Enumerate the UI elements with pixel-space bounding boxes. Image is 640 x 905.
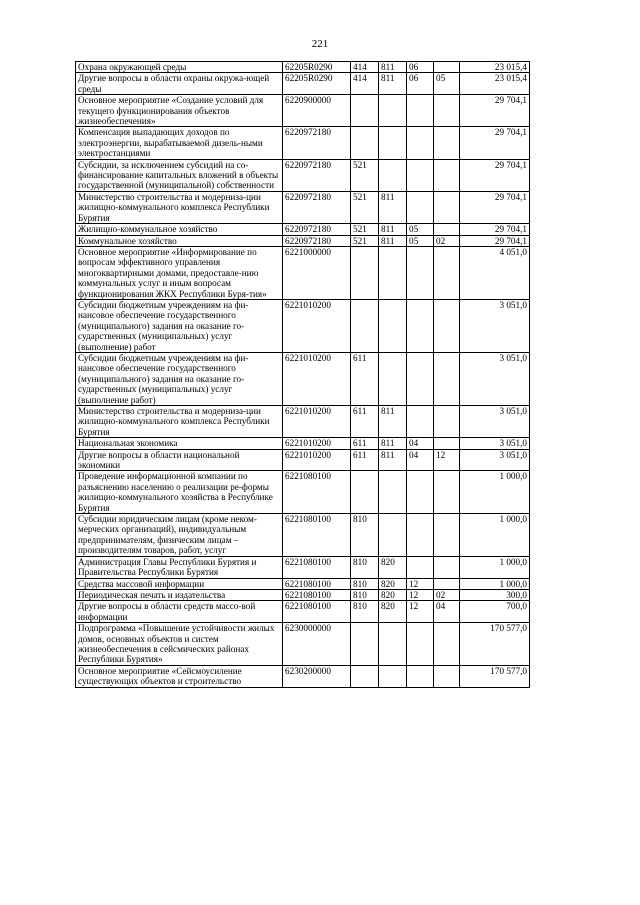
subsection-code-cell <box>434 514 460 557</box>
expense-type-code-cell <box>351 95 379 127</box>
section-code-cell <box>407 127 434 159</box>
row-name-cell: Компенсация выпадающих доходов по электроэнергии, вырабатываемой дизель-ными электростанциями <box>76 127 283 159</box>
subsection-code-cell <box>434 95 460 127</box>
row-name-cell: Другие вопросы в области средств массо-вой информации <box>76 601 283 623</box>
expense-type-code-cell: 611 <box>351 438 379 449</box>
table-row <box>76 62 530 73</box>
subsection-code-cell <box>434 471 460 514</box>
expense-type-code-cell <box>351 623 379 666</box>
table-row <box>76 406 530 438</box>
expense-type-code-cell: 611 <box>351 449 379 471</box>
target-article-code-cell: 6221010200 <box>283 406 351 438</box>
row-name-cell: Субсидии бюджетным учреждениям на фи-нансовое обеспечение государственного (муниципального) задания на оказание го-сударственных (муниципальных) услуг (выполнение работ) <box>76 352 283 405</box>
expense-type-code-cell: 414 <box>351 62 379 73</box>
amount-cell: 3 051,0 <box>460 352 530 405</box>
expense-type-code-cell: 810 <box>351 556 379 578</box>
amount-cell: 170 577,0 <box>460 623 530 666</box>
table-row <box>76 299 530 352</box>
target-article-code-cell: 6220972180 <box>283 191 351 223</box>
subsection-code-cell <box>434 246 460 299</box>
row-name-cell: Подпрограмма «Повышение устойчивости жилых домов, основных объектов и систем жизнеобеспечения в сейсмических районах Республики Бурятия» <box>76 623 283 666</box>
subsection-code-cell <box>434 299 460 352</box>
ministry-code-cell <box>379 95 407 127</box>
amount-cell: 1 000,0 <box>460 578 530 589</box>
ministry-code-cell: 811 <box>379 73 407 95</box>
subsection-code-cell <box>434 159 460 191</box>
amount-cell: 170 577,0 <box>460 665 530 687</box>
section-code-cell <box>407 514 434 557</box>
target-article-code-cell: 6221000000 <box>283 246 351 299</box>
row-name-cell: Охрана окружающей среды <box>76 62 283 73</box>
ministry-code-cell: 820 <box>379 556 407 578</box>
row-name-cell: Другие вопросы в области охраны окружа-ющей среды <box>76 73 283 95</box>
amount-cell: 29 704,1 <box>460 191 530 223</box>
ministry-code-cell: 811 <box>379 224 407 235</box>
subsection-code-cell <box>434 62 460 73</box>
ministry-code-cell <box>379 623 407 666</box>
ministry-code-cell: 811 <box>379 191 407 223</box>
table-row <box>76 471 530 514</box>
row-name-cell: Основное мероприятие «Создание условий для текущего функционирования объектов жизнеобеспечения» <box>76 95 283 127</box>
expense-type-code-cell <box>351 665 379 687</box>
expense-type-code-cell: 810 <box>351 601 379 623</box>
row-name-cell: Проведение информационной компании по разъяснению населению о реализации ре-формы жилищно-коммунального хозяйства в Республике Бурятия <box>76 471 283 514</box>
ministry-code-cell <box>379 352 407 405</box>
page-number: 221 <box>311 38 329 50</box>
section-code-cell: 12 <box>407 578 434 589</box>
target-article-code-cell: 6221080100 <box>283 514 351 557</box>
ministry-code-cell <box>379 665 407 687</box>
amount-cell: 3 051,0 <box>460 438 530 449</box>
target-article-code-cell: 6221010200 <box>283 352 351 405</box>
subsection-code-cell <box>434 191 460 223</box>
row-name-cell: Средства массовой информации <box>76 578 283 589</box>
target-article-code-cell: 6221080100 <box>283 578 351 589</box>
amount-cell: 3 051,0 <box>460 449 530 471</box>
section-code-cell: 04 <box>407 449 434 471</box>
expense-type-code-cell: 810 <box>351 589 379 600</box>
section-code-cell <box>407 95 434 127</box>
table-row <box>76 556 530 578</box>
table-row <box>76 514 530 557</box>
section-code-cell: 06 <box>407 62 434 73</box>
target-article-code-cell: 6230000000 <box>283 623 351 666</box>
amount-cell: 1 000,0 <box>460 471 530 514</box>
subsection-code-cell <box>434 578 460 589</box>
target-article-code-cell: 6220972180 <box>283 224 351 235</box>
section-code-cell <box>407 556 434 578</box>
amount-cell: 29 704,1 <box>460 127 530 159</box>
ministry-code-cell <box>379 127 407 159</box>
row-name-cell: Жилищно-коммунальное хозяйство <box>76 224 283 235</box>
amount-cell: 29 704,1 <box>460 95 530 127</box>
section-code-cell: 06 <box>407 73 434 95</box>
expense-type-code-cell: 810 <box>351 514 379 557</box>
target-article-code-cell: 6220972180 <box>283 235 351 246</box>
row-name-cell: Основное мероприятие «Сейсмоусиление существующих объектов и строительство <box>76 665 283 687</box>
expense-type-code-cell: 521 <box>351 159 379 191</box>
ministry-code-cell: 820 <box>379 578 407 589</box>
row-name-cell: Субсидии, за исключением субсидий на со-финансирование капитальных вложений в объекты государственной (муниципальной) собственности <box>76 159 283 191</box>
amount-cell: 1 000,0 <box>460 514 530 557</box>
budget-table <box>75 61 530 688</box>
ministry-code-cell <box>379 159 407 191</box>
ministry-code-cell <box>379 514 407 557</box>
target-article-code-cell: 62205R0290 <box>283 73 351 95</box>
row-name-cell: Периодическая печать и издательства <box>76 589 283 600</box>
table-row <box>76 235 530 246</box>
table-row <box>76 438 530 449</box>
amount-cell: 29 704,1 <box>460 235 530 246</box>
subsection-code-cell <box>434 406 460 438</box>
target-article-code-cell: 6230200000 <box>283 665 351 687</box>
expense-type-code-cell: 414 <box>351 73 379 95</box>
section-code-cell <box>407 623 434 666</box>
expense-type-code-cell <box>351 299 379 352</box>
row-name-cell: Субсидии юридическим лицам (кроме неком-мерческих организаций), индивидуальным предпринимателям, физическим лицам – производителям товаров, работ, услуг <box>76 514 283 557</box>
section-code-cell <box>407 299 434 352</box>
target-article-code-cell: 6221010200 <box>283 299 351 352</box>
target-article-code-cell: 6221010200 <box>283 438 351 449</box>
ministry-code-cell: 811 <box>379 438 407 449</box>
amount-cell: 23 015,4 <box>460 73 530 95</box>
ministry-code-cell <box>379 471 407 514</box>
expense-type-code-cell: 521 <box>351 235 379 246</box>
subsection-code-cell <box>434 665 460 687</box>
section-code-cell: 05 <box>407 224 434 235</box>
target-article-code-cell: 6221080100 <box>283 589 351 600</box>
table-row <box>76 127 530 159</box>
ministry-code-cell: 811 <box>379 62 407 73</box>
row-name-cell: Министерство строительства и модерниза-ции жилищно-коммунального комплекса Республики Бурятия <box>76 191 283 223</box>
section-code-cell: 12 <box>407 589 434 600</box>
section-code-cell <box>407 191 434 223</box>
expense-type-code-cell: 611 <box>351 352 379 405</box>
row-name-cell: Администрация Главы Республики Бурятия и Правительства Республики Бурятия <box>76 556 283 578</box>
row-name-cell: Основное мероприятие «Информирование по вопросам эффективного управления многоквартирными домами, предоставле-нию коммунальных услуг и иным вопросам функционирования ЖКХ Республики Буря-тия» <box>76 246 283 299</box>
amount-cell: 1 000,0 <box>460 556 530 578</box>
section-code-cell <box>407 665 434 687</box>
row-name-cell: Национальная экономика <box>76 438 283 449</box>
target-article-code-cell: 6221080100 <box>283 556 351 578</box>
amount-cell: 4 051,0 <box>460 246 530 299</box>
section-code-cell <box>407 159 434 191</box>
target-article-code-cell: 6220972180 <box>283 127 351 159</box>
table-row <box>76 224 530 235</box>
table-row <box>76 589 530 600</box>
ministry-code-cell <box>379 299 407 352</box>
expense-type-code-cell: 521 <box>351 224 379 235</box>
amount-cell: 29 704,1 <box>460 159 530 191</box>
ministry-code-cell: 811 <box>379 449 407 471</box>
expense-type-code-cell <box>351 471 379 514</box>
target-article-code-cell: 6220972180 <box>283 159 351 191</box>
table-row <box>76 623 530 666</box>
subsection-code-cell: 02 <box>434 589 460 600</box>
row-name-cell: Субсидии бюджетным учреждениям на фи-нансовое обеспечение государственного (муниципального) задания на оказание го-сударственных (муниципальных) услуг (выполнение) работ <box>76 299 283 352</box>
subsection-code-cell <box>434 352 460 405</box>
subsection-code-cell: 04 <box>434 601 460 623</box>
subsection-code-cell: 02 <box>434 235 460 246</box>
table-row <box>76 352 530 405</box>
target-article-code-cell: 62205R0290 <box>283 62 351 73</box>
table-body <box>76 62 530 688</box>
subsection-code-cell: 05 <box>434 73 460 95</box>
ministry-code-cell: 811 <box>379 235 407 246</box>
table-row <box>76 449 530 471</box>
table-row <box>76 601 530 623</box>
row-name-cell: Коммунальное хозяйство <box>76 235 283 246</box>
table-row <box>76 159 530 191</box>
expense-type-code-cell: 611 <box>351 406 379 438</box>
target-article-code-cell: 6220900000 <box>283 95 351 127</box>
amount-cell: 700,0 <box>460 601 530 623</box>
target-article-code-cell: 6221010200 <box>283 449 351 471</box>
ministry-code-cell: 820 <box>379 589 407 600</box>
expense-type-code-cell: 521 <box>351 191 379 223</box>
subsection-code-cell <box>434 127 460 159</box>
section-code-cell <box>407 406 434 438</box>
target-article-code-cell: 6221080100 <box>283 601 351 623</box>
ministry-code-cell: 820 <box>379 601 407 623</box>
target-article-code-cell: 6221080100 <box>283 471 351 514</box>
section-code-cell <box>407 352 434 405</box>
table-row <box>76 191 530 223</box>
ministry-code-cell <box>379 246 407 299</box>
section-code-cell: 04 <box>407 438 434 449</box>
subsection-code-cell <box>434 224 460 235</box>
row-name-cell: Министерство строительства и модерниза-ции жилищно-коммунального комплекса Республики Бурятия <box>76 406 283 438</box>
expense-type-code-cell <box>351 127 379 159</box>
section-code-cell <box>407 246 434 299</box>
amount-cell: 29 704,1 <box>460 224 530 235</box>
table-row <box>76 665 530 687</box>
section-code-cell: 12 <box>407 601 434 623</box>
amount-cell: 3 051,0 <box>460 299 530 352</box>
row-name-cell: Другие вопросы в области национальной экономики <box>76 449 283 471</box>
section-code-cell <box>407 471 434 514</box>
subsection-code-cell <box>434 556 460 578</box>
amount-cell: 23 015,4 <box>460 62 530 73</box>
table-row <box>76 578 530 589</box>
table-row <box>76 73 530 95</box>
subsection-code-cell <box>434 438 460 449</box>
expense-type-code-cell: 810 <box>351 578 379 589</box>
subsection-code-cell: 12 <box>434 449 460 471</box>
ministry-code-cell: 811 <box>379 406 407 438</box>
table-row <box>76 246 530 299</box>
amount-cell: 3 051,0 <box>460 406 530 438</box>
amount-cell: 300,0 <box>460 589 530 600</box>
section-code-cell: 05 <box>407 235 434 246</box>
table-row <box>76 95 530 127</box>
subsection-code-cell <box>434 623 460 666</box>
expense-type-code-cell <box>351 246 379 299</box>
